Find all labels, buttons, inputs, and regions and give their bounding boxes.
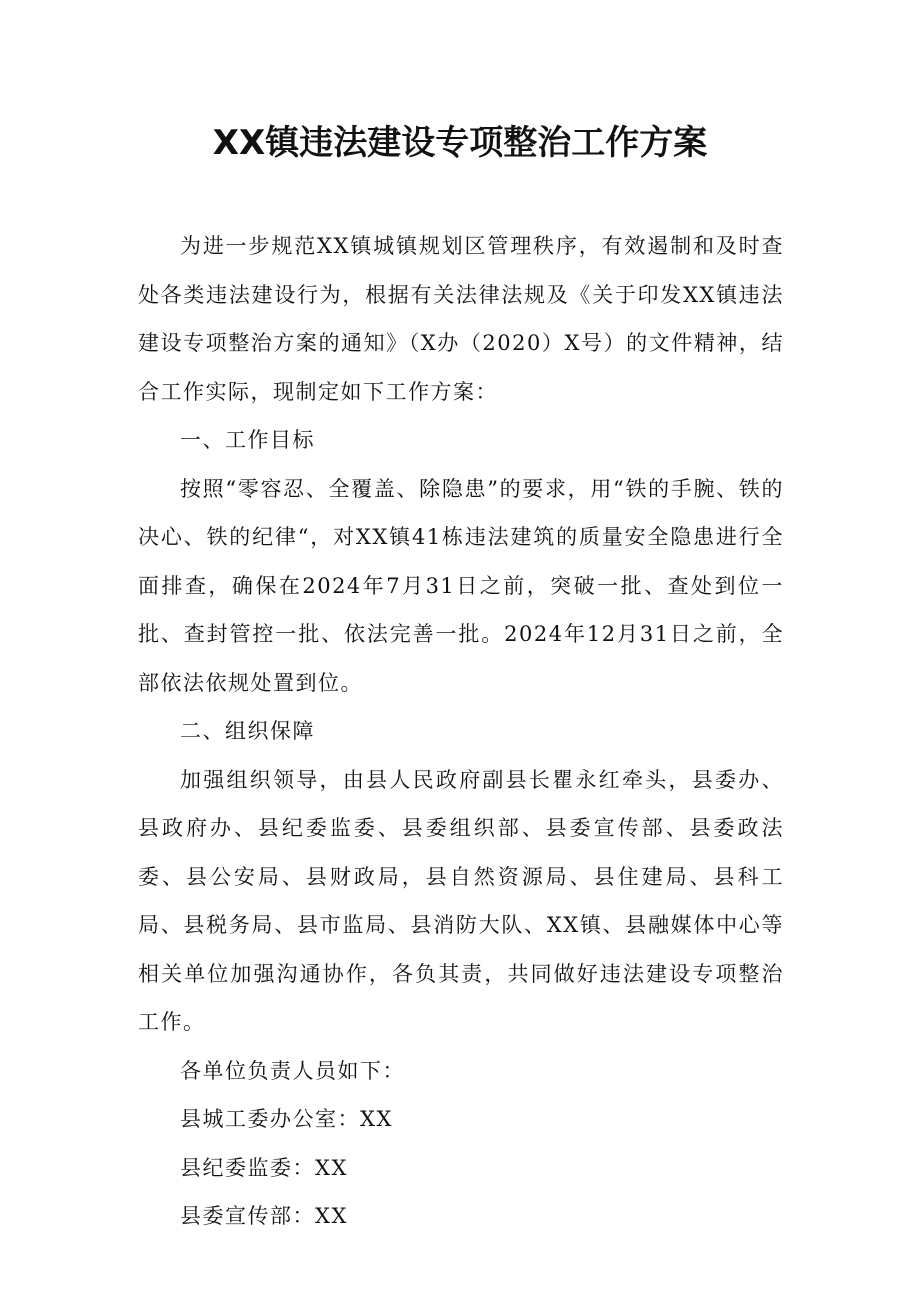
document-body	[138, 222, 784, 1241]
organization-paragraph: 加强组织领导，由县人民政府副县长瞿永红牵头，县委办、县政府办、县纪委监委、县委组织部、县委宣传部、县委政法委、县公安局、县财政局，县自然资源局、县住建局、县科工局、县税务局、县市监局、县消防大队、XX镇、县融媒体中心等相关单位加强沟通协作，各负其责，共同做好违法建设专项整治工作。	[138, 767, 784, 1034]
section-heading-goals: 一、工作目标	[180, 428, 315, 452]
intro-paragraph: 为进一步规范XX镇城镇规划区管理秩序，有效遏制和及时查处各类违法建设行为，根据有关法律法规及《关于印发XX镇违法建设专项整治方案的通知》（X办（2020）X号）的文件精神，结合工作实际，现制定如下工作方案：	[138, 234, 784, 404]
responsible-person-line: 县城工委办公室：XX	[180, 1107, 393, 1131]
responsible-person-line: 县纪委监委：XX	[180, 1155, 348, 1180]
responsible-person-line: 县委宣传部：XX	[180, 1204, 348, 1228]
section-heading-organization: 二、组织保障	[180, 719, 315, 743]
document-title: XX镇违法建设专项整治工作方案	[212, 123, 708, 163]
responsible-persons-intro: 各单位负责人员如下：	[180, 1058, 405, 1083]
goals-paragraph: 按照“零容忍、全覆盖、除隐患”的要求，用“铁的手腕、铁的决心、铁的纪律“，对XX镇41栋违法建筑的质量安全隐患进行全面排查，确保在2024年7月31日之前，突破一批、查处到位一批、查封管控一批、依法完善一批。2024年12月31日之前，全部依法依规处置到位。	[138, 476, 784, 695]
